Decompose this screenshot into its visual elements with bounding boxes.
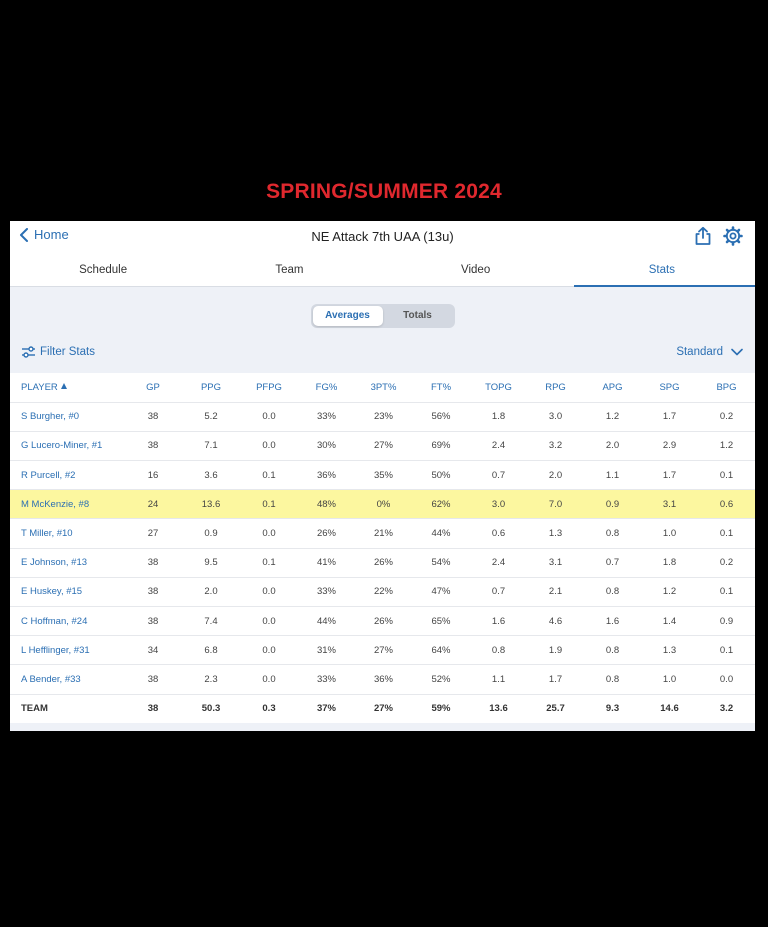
stat-cell: 1.1: [584, 461, 641, 490]
stat-cell: 33%: [298, 665, 355, 694]
segment-wrapper: [10, 287, 755, 343]
sort-ascending-icon: [61, 383, 67, 389]
column-header-label: PLAYER: [21, 381, 58, 393]
stat-cell: 44%: [412, 519, 470, 548]
team-stat-cell: 3.2: [698, 694, 755, 723]
stat-cell: 0.0: [240, 577, 298, 606]
stat-cell: 0.0: [240, 519, 298, 548]
stat-cell: 38: [124, 577, 182, 606]
stat-cell: 2.0: [584, 431, 641, 460]
stat-cell: 26%: [298, 519, 355, 548]
stat-cell: 3.1: [527, 548, 584, 577]
column-header-label: BPG: [716, 381, 737, 393]
stat-cell: 0.9: [182, 519, 240, 548]
stat-cell: 41%: [298, 548, 355, 577]
active-tab-indicator: [574, 285, 755, 287]
stat-view-label: Standard: [676, 346, 723, 358]
column-header-gp[interactable]: [124, 373, 182, 402]
stat-cell: 0.8: [470, 636, 527, 665]
stat-cell: 1.2: [641, 577, 698, 606]
stat-cell: 1.7: [641, 461, 698, 490]
team-stat-cell: 37%: [298, 694, 355, 723]
stat-cell: 26%: [355, 607, 412, 636]
stat-cell: 7.4: [182, 607, 240, 636]
column-header-rpg[interactable]: [527, 373, 584, 402]
column-header-player[interactable]: [10, 373, 124, 402]
stat-cell: 2.3: [182, 665, 240, 694]
table-row[interactable]: [10, 636, 755, 665]
stat-cell: 0.9: [698, 607, 755, 636]
back-label: Home: [34, 227, 69, 242]
player-name[interactable]: G Lucero-Miner, #1: [10, 431, 124, 460]
stat-cell: 0.0: [240, 402, 298, 431]
filter-stats-button[interactable]: [21, 346, 95, 358]
tab-team[interactable]: Team: [275, 264, 304, 276]
tab-bar: [10, 253, 755, 287]
team-stat-cell: 25.7: [527, 694, 584, 723]
stat-cell: 1.1: [470, 665, 527, 694]
stat-cell: 7.0: [527, 490, 584, 519]
stat-cell: 0.2: [698, 548, 755, 577]
stat-cell: 0.7: [584, 548, 641, 577]
team-title: NE Attack 7th UAA (13u): [311, 229, 454, 244]
stat-cell: 1.3: [641, 636, 698, 665]
column-header-3pt[interactable]: [355, 373, 412, 402]
averages-segment[interactable]: Averages: [313, 306, 383, 326]
filter-row: [10, 343, 755, 367]
stat-cell: 0.1: [698, 519, 755, 548]
table-header-row: [10, 373, 755, 402]
table-row[interactable]: [10, 607, 755, 636]
stat-cell: 1.6: [584, 607, 641, 636]
stat-cell: 38: [124, 665, 182, 694]
stat-cell: 30%: [298, 431, 355, 460]
stat-cell: 54%: [412, 548, 470, 577]
player-name[interactable]: M McKenzie, #8: [10, 490, 124, 519]
column-header-label: RPG: [545, 381, 566, 393]
team-stat-cell: 0.3: [240, 694, 298, 723]
stat-cell: 33%: [298, 402, 355, 431]
tab-schedule[interactable]: Schedule: [79, 264, 128, 276]
stat-cell: 5.2: [182, 402, 240, 431]
stat-cell: 0%: [355, 490, 412, 519]
table-row[interactable]: [10, 665, 755, 694]
column-header-label: APG: [602, 381, 623, 393]
stat-cell: 69%: [412, 431, 470, 460]
stat-cell: 2.4: [470, 431, 527, 460]
stat-cell: 1.8: [641, 548, 698, 577]
stat-cell: 3.1: [641, 490, 698, 519]
stat-cell: 52%: [412, 665, 470, 694]
column-header-label: PPG: [200, 381, 222, 393]
table-row[interactable]: [10, 431, 755, 460]
table-row[interactable]: [10, 490, 755, 519]
stat-cell: 38: [124, 431, 182, 460]
column-header-label: PFPG: [256, 381, 282, 393]
filter-sliders-icon: [21, 346, 36, 358]
stat-cell: 6.8: [182, 636, 240, 665]
chevron-down-icon: [731, 348, 743, 356]
stat-cell: 33%: [298, 577, 355, 606]
player-name[interactable]: C Hoffman, #24: [10, 607, 124, 636]
stat-cell: 16: [124, 461, 182, 490]
stat-cell: 2.9: [641, 431, 698, 460]
team-stat-cell: 38: [124, 694, 182, 723]
stat-cell: 7.1: [182, 431, 240, 460]
column-header-ft[interactable]: [412, 373, 470, 402]
stat-cell: 47%: [412, 577, 470, 606]
table-row[interactable]: [10, 577, 755, 606]
column-header-spg[interactable]: [641, 373, 698, 402]
stat-cell: 0.8: [584, 665, 641, 694]
stat-cell: 24: [124, 490, 182, 519]
stat-cell: 0.7: [470, 577, 527, 606]
stat-cell: 0.8: [584, 577, 641, 606]
stat-cell: 38: [124, 607, 182, 636]
stat-cell: 64%: [412, 636, 470, 665]
column-header-ppg[interactable]: [182, 373, 240, 402]
stat-cell: 0.1: [698, 461, 755, 490]
stat-cell: 1.2: [698, 431, 755, 460]
team-label: TEAM: [10, 694, 124, 723]
team-stat-cell: 14.6: [641, 694, 698, 723]
stat-cell: 1.7: [641, 402, 698, 431]
stat-cell: 0.6: [698, 490, 755, 519]
stat-cell: 35%: [355, 461, 412, 490]
column-header-label: FT%: [430, 381, 452, 393]
stat-cell: 0.6: [470, 519, 527, 548]
stat-cell: 0.1: [698, 636, 755, 665]
stat-cell: 27%: [355, 431, 412, 460]
team-stat-cell: 59%: [412, 694, 470, 723]
stat-cell: 27%: [355, 636, 412, 665]
stat-cell: 1.4: [641, 607, 698, 636]
top-nav-bar: [10, 221, 755, 253]
stat-cell: 0.0: [240, 665, 298, 694]
stat-cell: 0.0: [698, 665, 755, 694]
stat-cell: 62%: [412, 490, 470, 519]
stat-cell: 0.0: [240, 431, 298, 460]
tab-video[interactable]: Video: [461, 264, 491, 276]
player-name[interactable]: T Miller, #10: [10, 519, 124, 548]
column-header-apg[interactable]: [584, 373, 641, 402]
player-name[interactable]: L Hefflinger, #31: [10, 636, 124, 665]
stat-cell: 3.6: [182, 461, 240, 490]
stat-cell: 56%: [412, 402, 470, 431]
stat-cell: 31%: [298, 636, 355, 665]
stat-cell: 0.8: [584, 519, 641, 548]
stat-cell: 2.0: [527, 461, 584, 490]
team-stat-cell: 27%: [355, 694, 412, 723]
stat-cell: 23%: [355, 402, 412, 431]
stat-cell: 44%: [298, 607, 355, 636]
stat-cell: 2.1: [527, 577, 584, 606]
stat-cell: 1.7: [527, 665, 584, 694]
stat-cell: 1.0: [641, 519, 698, 548]
team-stat-cell: 13.6: [470, 694, 527, 723]
table-row[interactable]: [10, 519, 755, 548]
stat-cell: 1.2: [584, 402, 641, 431]
stat-cell: 13.6: [182, 490, 240, 519]
stat-cell: 0.1: [240, 490, 298, 519]
table-row[interactable]: [10, 402, 755, 431]
player-name[interactable]: S Burgher, #0: [10, 402, 124, 431]
stat-cell: 38: [124, 548, 182, 577]
stat-cell: 0.8: [584, 636, 641, 665]
team-stat-cell: 9.3: [584, 694, 641, 723]
column-header-bpg[interactable]: [698, 373, 755, 402]
column-header-label: 3PT%: [370, 381, 397, 393]
stat-cell: 3.0: [470, 490, 527, 519]
team-stat-cell: 50.3: [182, 694, 240, 723]
season-banner: SPRING/SUMMER 2024: [266, 180, 502, 203]
stat-cell: 22%: [355, 577, 412, 606]
stat-cell: 0.1: [240, 548, 298, 577]
column-header-fg[interactable]: [298, 373, 355, 402]
table-row[interactable]: [10, 461, 755, 490]
column-header-label: TOPG: [485, 381, 512, 393]
stat-cell: 2.4: [470, 548, 527, 577]
column-header-label: GP: [146, 381, 160, 393]
stat-cell: 1.6: [470, 607, 527, 636]
stat-cell: 36%: [355, 665, 412, 694]
stat-cell: 65%: [412, 607, 470, 636]
stat-view-dropdown[interactable]: [676, 346, 743, 358]
stat-cell: 1.3: [527, 519, 584, 548]
totals-segment[interactable]: Totals: [403, 310, 432, 321]
stat-cell: 0.2: [698, 402, 755, 431]
stat-cell: 4.6: [527, 607, 584, 636]
player-name[interactable]: E Johnson, #13: [10, 548, 124, 577]
stat-cell: 3.0: [527, 402, 584, 431]
stat-cell: 1.0: [641, 665, 698, 694]
stat-cell: 50%: [412, 461, 470, 490]
stat-cell: 21%: [355, 519, 412, 548]
stat-cell: 0.9: [584, 490, 641, 519]
stat-cell: 2.0: [182, 577, 240, 606]
stat-cell: 34: [124, 636, 182, 665]
stat-cell: 26%: [355, 548, 412, 577]
stats-table: [10, 373, 755, 723]
stats-app: [10, 221, 755, 731]
column-header-pfpg[interactable]: [240, 373, 298, 402]
column-header-topg[interactable]: [470, 373, 527, 402]
stat-cell: 0.0: [240, 607, 298, 636]
player-name[interactable]: R Purcell, #2: [10, 461, 124, 490]
stat-cell: 48%: [298, 490, 355, 519]
gear-icon[interactable]: [723, 226, 743, 246]
column-header-label: FG%: [315, 381, 338, 393]
stat-cell: 0.1: [698, 577, 755, 606]
stat-cell: 0.0: [240, 636, 298, 665]
stat-cell: 9.5: [182, 548, 240, 577]
stat-cell: 27: [124, 519, 182, 548]
filter-stats-label: Filter Stats: [40, 346, 95, 358]
stat-cell: 1.9: [527, 636, 584, 665]
stat-cell: 38: [124, 402, 182, 431]
averages-totals-toggle: [311, 304, 455, 328]
share-icon[interactable]: [693, 226, 713, 246]
tab-stats[interactable]: Stats: [648, 264, 675, 276]
player-name[interactable]: A Bender, #33: [10, 665, 124, 694]
table-row[interactable]: [10, 548, 755, 577]
player-name[interactable]: E Huskey, #15: [10, 577, 124, 606]
stat-cell: 0.1: [240, 461, 298, 490]
stat-cell: 0.7: [470, 461, 527, 490]
stat-cell: 3.2: [527, 431, 584, 460]
team-totals-row: [10, 694, 755, 723]
column-header-label: SPG: [659, 381, 680, 393]
stat-cell: 1.8: [470, 402, 527, 431]
stat-cell: 36%: [298, 461, 355, 490]
